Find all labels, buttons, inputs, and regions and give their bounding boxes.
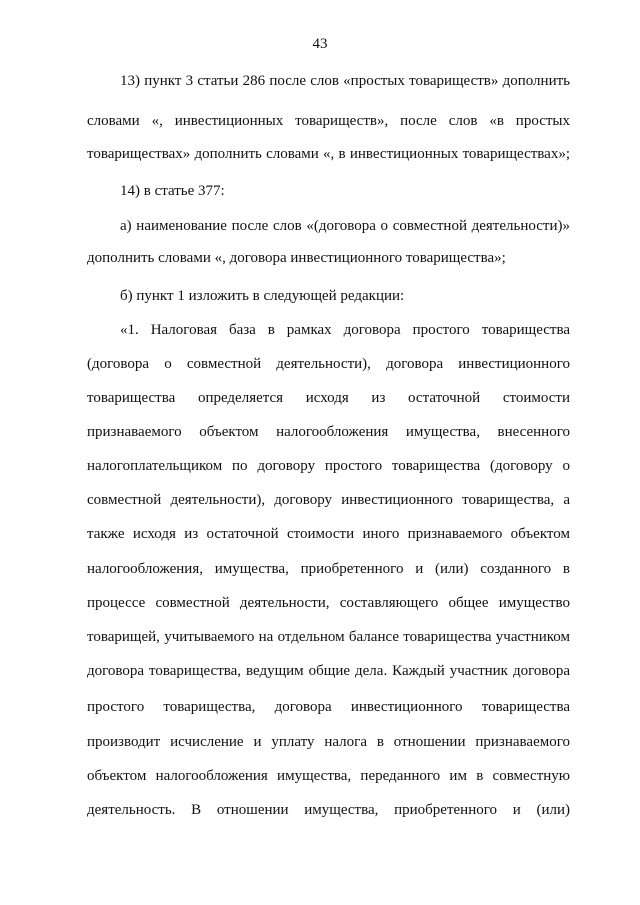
text-line: «1. Налоговая база в рамках договора простого товарищества [120, 322, 570, 338]
text-line: процессе совместной деятельности, составляющего общее имущество [87, 595, 570, 611]
text-line: деятельность. В отношении имущества, приобретенного и (или) [87, 802, 570, 818]
text-line: признаваемого объектом налогообложения имущества, внесенного [87, 424, 570, 440]
text-line: налогообложения, имущества, приобретенного и (или) созданного в [87, 561, 570, 577]
text-line: также исходя из остаточной стоимости иного признаваемого объектом [87, 526, 570, 542]
text-line: дополнить словами «, договора инвестиционного товарищества»; [87, 250, 506, 266]
text-line: совместной деятельности), договору инвестиционного товарищества, а [87, 492, 570, 508]
text-line: б) пункт 1 изложить в следующей редакции: [120, 288, 405, 304]
text-line: товарищей, учитываемого на отдельном балансе товарищества участником [87, 629, 570, 645]
page-number: 43 [312, 36, 328, 52]
text-line: 13) пункт 3 статьи 286 после слов «простых товариществ» дополнить [120, 73, 570, 89]
text-line: а) наименование после слов «(договора о совместной деятельности)» [120, 218, 570, 234]
text-line: 14) в статье 377: [120, 183, 225, 199]
text-line: товариществах» дополнить словами «, в инвестиционных товариществах»; [87, 146, 570, 162]
text-line: договора товарищества, ведущим общие дела. Каждый участник договора [87, 663, 570, 679]
text-line: товарищества определяется исходя из остаточной стоимости [87, 390, 570, 406]
text-line: объектом налогообложения имущества, переданного им в совместную [87, 768, 570, 784]
text-line: словами «, инвестиционных товариществ», после слов «в простых [87, 113, 570, 129]
text-line: налогоплательщиком по договору простого товарищества (договору о [87, 458, 570, 474]
text-line: простого товарищества, договора инвестиционного товарищества [87, 699, 570, 715]
text-line: (договора о совместной деятельности), договора инвестиционного [87, 356, 570, 372]
text-line: производит исчисление и уплату налога в отношении признаваемого [87, 734, 570, 750]
